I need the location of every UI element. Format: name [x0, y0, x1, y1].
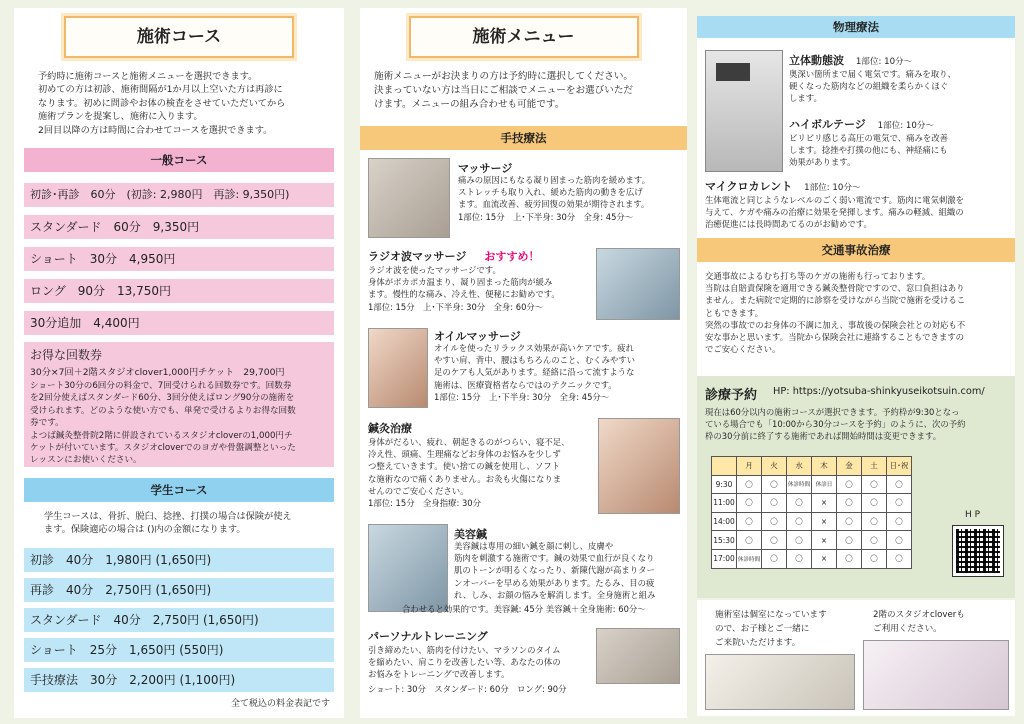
intro-line: 決まっていない方は当日にご相談でメニューをお選びいただ	[374, 85, 634, 96]
schedule-cell: 〇	[887, 531, 912, 550]
desc-line: します。	[789, 93, 822, 104]
schedule-row	[712, 494, 912, 513]
qr-code-icon[interactable]	[953, 526, 1003, 576]
desc-line: ラジオ波を使ったマッサージです。	[368, 265, 501, 275]
schedule-cell: 〇	[837, 475, 862, 494]
room-text	[715, 608, 865, 650]
schedule-row	[712, 549, 912, 568]
schedule-cell: 〇	[787, 549, 812, 568]
time-slot: 15:30	[712, 531, 737, 550]
schedule-cell: 〇	[787, 512, 812, 531]
therapy-3-name: マイクロカレント	[705, 180, 793, 193]
desc-line: 1部位: 15分 全身指療: 30分	[368, 498, 481, 509]
schedule-cell: 〇	[787, 531, 812, 550]
desc-line: ご来院いただけます。	[715, 638, 801, 648]
tax-note: 全て税込の料金表記です	[230, 699, 330, 709]
accident-desc	[705, 270, 1013, 355]
desc-line: 生体電流と同じようなレベルのごく弱い電流です。筋肉に電気刺激を	[705, 195, 964, 205]
schedule-cell: 〇	[737, 531, 762, 550]
desc-line: ている場合でも「10:00から30分コースを予約」のように、次の予約	[705, 419, 966, 430]
schedule-table	[711, 456, 912, 569]
student-row: 初診 40分 1,980円 (1,650円)	[24, 548, 334, 572]
general-row: 初診･再診 60分 (初診: 2,980円 再診: 9,350円)	[24, 183, 334, 207]
desc-line: 身体がだるい、疲れ、朝起きるのがつらい、寝不足、	[368, 437, 570, 447]
schedule-cell: ×	[812, 531, 837, 550]
intro-line: 2回目以降の方は時間に合わせてコースを選択できます。	[38, 124, 273, 136]
student-row: 再診 40分 2,750円 (1,650円)	[24, 578, 334, 602]
desc-line: れ、しみ、お顔の悩みを解消します。全身施術と組み	[454, 589, 656, 600]
schedule-row	[712, 475, 912, 494]
schedule-cell: ×	[812, 549, 837, 568]
schedule-cell: 〇	[887, 494, 912, 513]
therapy-3-title	[705, 178, 861, 194]
intro-line: けます。メニューの組み合わせも可能です。	[374, 99, 565, 110]
student-row: ショート 25分 1,650円 (550円)	[24, 638, 334, 662]
schedule-cell: 休診時間	[787, 475, 812, 494]
student-intro	[44, 510, 339, 536]
ticket-desc-line: よつば鍼灸整骨院2階に併設されているスタジオcloverの1,000円チ	[30, 430, 293, 441]
time-slot: 11:00	[712, 494, 737, 513]
ticket-box	[24, 342, 334, 467]
schedule-cell: 〇	[762, 512, 787, 531]
ticket-line: 30分×7回＋2階スタジオclover1,000円チケット 29,700円	[30, 367, 285, 378]
info-column	[697, 8, 1015, 718]
therapy-1-desc	[789, 68, 1014, 105]
desc-line: オイルを使ったリラックス効果が高いケアです。疲れ	[434, 343, 634, 353]
radio-massage-name: ラジオ波マッサージ	[368, 250, 467, 263]
intro-line: 施術プランを提案し、施術に入ります。	[38, 111, 203, 123]
beauty-acupuncture-desc	[454, 540, 686, 601]
desc-line: ので、お子様とご一緒に	[715, 624, 810, 634]
studio-text	[873, 608, 1013, 636]
acupuncture-title: 鍼灸治療	[368, 422, 412, 435]
beauty-acupuncture-photo	[368, 524, 448, 612]
day-header: 月	[737, 457, 762, 476]
time-slot: 9:30	[712, 475, 737, 494]
massage-desc	[458, 174, 686, 223]
desc-line: ません。また病院で定期的に診察を受けながら当院で施術を受けるこ	[705, 295, 966, 306]
oil-massage-photo	[368, 328, 428, 408]
desc-line: を縮めたい、肩こりを改善したい等、あなたの体の	[368, 657, 561, 668]
therapy-3-desc	[705, 194, 1013, 231]
therapy-1-name: 立体動態波	[789, 54, 844, 67]
ticket-desc-line: レッスンにお使いください。	[30, 455, 142, 466]
ticket-desc-line: 受けられます。どのような使い方でも、単発で受けるよりお得な回数	[30, 405, 296, 416]
beauty-acupuncture-times: 合わせると効果的です。美容鍼: 45分 美容鍼＋全身施術: 60分～	[402, 604, 646, 614]
course-intro	[38, 70, 338, 137]
desc-line: 美容鍼は専用の細い鍼を顔に刺し、皮膚や	[454, 541, 614, 551]
therapy-2-title	[789, 116, 934, 132]
schedule-cell: 〇	[837, 531, 862, 550]
schedule-row	[712, 531, 912, 550]
ticket-desc-line: を2回分使えばスタンダード60分、3回分使えばロング90分の施術を	[30, 393, 295, 404]
desc-line: 交通事故によるむち打ち等のケガの施術も行っております。	[705, 271, 931, 281]
schedule-cell: 〇	[762, 531, 787, 550]
intro-line: 初めての方は初診、施術間隔が1か月以上空いた方は再診に	[38, 84, 283, 96]
schedule-cell: 〇	[862, 512, 887, 531]
student-row: 手技療法 30分 2,200円 (1,100円)	[24, 668, 334, 692]
day-header: 木	[812, 457, 837, 476]
menu-column	[360, 8, 687, 718]
intro-line: 施術メニューがお決まりの方は予約時に選択してください。	[374, 71, 634, 82]
desc-line: 治癒促進には長時間あてるのがお勧めです。	[705, 219, 872, 230]
yoga-studio-photo	[863, 640, 1009, 710]
menu-title: 施術メニュー	[409, 16, 639, 58]
student-intro-line: ます。保険適応の場合は ()内の金額になります。	[44, 524, 246, 535]
therapy-machine-image	[705, 50, 783, 172]
desc-line: ビリビリ感じる高圧の電気で、痛みを改善	[789, 133, 948, 143]
radio-massage-desc	[368, 264, 598, 313]
desc-line: 肌のトーンが明るくなったり、新陳代謝が高まりター	[454, 565, 655, 576]
personal-training-desc	[368, 644, 600, 681]
desc-line: ご利用ください。	[873, 624, 942, 634]
schedule-cell: 〇	[762, 494, 787, 513]
general-row: ショート 30分 4,950円	[24, 247, 334, 271]
oil-massage-desc	[434, 342, 686, 403]
schedule-cell: 〇	[837, 494, 862, 513]
therapy-2-name: ハイボルテージ	[789, 118, 866, 131]
schedule-cell: 〇	[887, 475, 912, 494]
course-title: 施術コース	[64, 16, 294, 58]
student-intro-line: 学生コースは、骨折、脱臼、捻挫、打撲の場合は保険が使え	[44, 511, 292, 522]
desc-line: 施術室は個室になっています	[715, 610, 827, 620]
desc-line: 現在は60分以内の施術コースが選択できます。予約枠が9:30となっ	[705, 407, 960, 417]
desc-line: 痛みの原因にもなる凝り固まった筋肉を緩めます。	[458, 175, 650, 185]
schedule-cell: 〇	[737, 512, 762, 531]
desc-line: お悩みをトレーニングで改善します。	[368, 669, 510, 680]
student-row: スタンダード 40分 2,750円 (1,650円)	[24, 608, 334, 632]
time-slot: 14:00	[712, 512, 737, 531]
ticket-desc-line: ケットが付いています。スタジオcloverでのヨガや骨盤調整といった	[30, 443, 296, 454]
ticket-desc-line: ショート30分の6回分の料金で、7回受けられる回数券です。回数券	[30, 381, 292, 391]
therapy-1-time: 1部位: 10分～	[855, 57, 913, 67]
reservation-desc	[705, 406, 1011, 443]
desc-line: 筋肉を刺激する施術です。鍼の効果で血行が良くなり	[454, 553, 655, 564]
reservation-panel	[697, 376, 1015, 598]
desc-line: 施術は、医療資格者ならではのテクニックです。	[434, 379, 617, 390]
desc-line: ます。血流改善、疲労回復の効果が期待されます。	[458, 199, 650, 210]
radio-massage-title	[368, 248, 539, 264]
homepage-url-link[interactable]: HP: https://yotsuba-shinkyuseikotsuin.com/	[773, 386, 985, 397]
acupuncture-photo	[598, 418, 680, 514]
schedule-cell: 〇	[762, 475, 787, 494]
massage-title: マッサージ	[458, 162, 513, 175]
general-row: スタンダード 60分 9,350円	[24, 215, 334, 239]
schedule-cell: 休診日	[812, 475, 837, 494]
desc-line: 与えて、ケガや痛みの治療に効果を発揮します。痛みの軽減、組織の	[705, 207, 964, 218]
desc-line: ます。慢性的な痛み、冷え性、便秘にお勧めです。	[368, 289, 560, 300]
schedule-cell: 〇	[862, 531, 887, 550]
desc-line: 足のケアも人気があります。経絡に沿って流すような	[434, 367, 635, 378]
treatment-room-photo	[705, 654, 855, 710]
schedule-cell: 〇	[862, 549, 887, 568]
schedule-row	[712, 512, 912, 531]
desc-line: 冷え性、頭痛、生理痛などお身体のお悩みを少しず	[368, 449, 561, 460]
schedule-cell: 休診時間	[737, 549, 762, 568]
desc-line: つ整えていきます。使い捨ての鍼を使用し、ソフト	[368, 461, 560, 472]
personal-training-times: ショート: 30分 スタンダード: 60分 ロング: 90分	[368, 684, 567, 694]
menu-intro	[374, 70, 679, 112]
general-course-header: 一般コース	[24, 148, 334, 172]
therapy-2-desc	[789, 132, 1014, 169]
schedule-corner	[712, 457, 737, 476]
therapy-3-time: 1部位: 10分～	[804, 183, 861, 193]
schedule-cell: 〇	[737, 494, 762, 513]
schedule-cell: 〇	[837, 549, 862, 568]
personal-training-title: パーソナルトレーニング	[368, 630, 488, 643]
desc-line: 安な事かと思います。当院から保険会社に連絡することもできますの	[705, 332, 964, 343]
day-header: 火	[762, 457, 787, 476]
schedule-cell: ×	[812, 512, 837, 531]
desc-line: 突然の事故でのお身体の不調に加え、事故後の保険会社との対応も不	[705, 319, 966, 330]
desc-line: ンオーバーを早める効果があります。たるみ、目の疲	[454, 577, 655, 588]
radio-massage-photo	[596, 248, 680, 320]
intro-line: なります。初めに問診やお体の検査をさせていただいてから	[38, 97, 286, 109]
acupuncture-desc	[368, 436, 598, 509]
desc-line: 1部位: 15分 上･下半身: 30分 全身: 60分～	[368, 301, 544, 312]
beauty-acupuncture-title: 美容鍼	[454, 528, 487, 541]
desc-line: な施術なので痛くありません。お灸も火傷になりま	[368, 473, 562, 484]
reservation-title: 診療予約	[705, 388, 758, 403]
course-panel	[14, 8, 344, 718]
desc-line: 引き締めたい、筋肉を付けたい、マラソンのタイム	[368, 645, 561, 655]
manual-therapy-header: 手技療法	[360, 126, 687, 150]
desc-line: 1部位: 15分 上･下半身: 30分 全身: 45分～	[458, 211, 634, 222]
schedule-header-row	[712, 457, 912, 476]
time-slot: 17:00	[712, 549, 737, 568]
machine-screen	[716, 63, 750, 81]
desc-line: 当院は自賠責保険を適用できる鍼灸整骨院ですので、窓口負担はあり	[705, 283, 965, 294]
personal-training-photo	[596, 628, 680, 684]
recommend-badge: おすすめ！	[484, 250, 540, 263]
schedule-cell: 〇	[862, 475, 887, 494]
desc-line: でご安心ください。	[705, 344, 781, 355]
schedule-cell: 〇	[837, 512, 862, 531]
oil-massage-title: オイルマッサージ	[434, 330, 521, 343]
desc-line: 枠の30分前に終了する施術であれば開始時間は変更できます。	[705, 431, 942, 442]
schedule-cell: 〇	[762, 549, 787, 568]
accident-header: 交通事故治療	[697, 238, 1015, 262]
general-row: 30分追加 4,400円	[24, 311, 334, 335]
day-header: 土	[862, 457, 887, 476]
schedule-cell: 〇	[737, 475, 762, 494]
day-header: 水	[787, 457, 812, 476]
menu-panel	[360, 8, 687, 718]
desc-line: ストレッチも取り入れ、緩めた筋肉の動きを広げ	[458, 187, 643, 198]
desc-line: 効果があります。	[789, 157, 856, 168]
intro-line: 予約時に施術コースと施術メニューを選択できます。	[38, 71, 258, 82]
desc-line: やすい肩、背中、腰はもちろんのこと、むくみやすい	[434, 355, 635, 366]
desc-line: します。捻挫や打撲の他にも、神経痛にも	[789, 145, 948, 156]
general-row: ロング 90分 13,750円	[24, 279, 334, 303]
desc-line: 身体がポカポカ温まり、凝り固まった筋肉が緩み	[368, 277, 553, 288]
hp-label: H P	[965, 510, 981, 520]
schedule-cell: 〇	[887, 512, 912, 531]
desc-line: せんのでご安心ください。	[368, 485, 469, 496]
day-header: 日･祝	[887, 457, 912, 476]
schedule-cell: 〇	[887, 549, 912, 568]
therapy-1-title	[789, 52, 912, 68]
desc-line: ともできます。	[705, 307, 763, 318]
ticket-desc-line: 券です。	[30, 418, 64, 429]
schedule-cell: 〇	[862, 494, 887, 513]
desc-line: 硬くなった筋肉などの組織を柔らかくほぐ	[789, 81, 949, 92]
schedule-cell: ×	[812, 494, 837, 513]
therapy-2-time: 1部位: 10分～	[877, 121, 935, 131]
ticket-desc	[30, 380, 335, 467]
course-column	[14, 8, 344, 718]
desc-line: 1部位: 15分 上･下半身: 30分 全身: 45分～	[434, 391, 610, 402]
physio-header: 物理療法	[697, 16, 1015, 38]
physio-panel	[697, 16, 1015, 376]
ticket-title: お得な回数券	[30, 348, 103, 362]
schedule-cell: 〇	[787, 494, 812, 513]
desc-line: 奥深い箇所まで届く電気です。痛みを取り、	[789, 69, 956, 79]
massage-photo	[368, 158, 450, 238]
facility-panel	[697, 600, 1015, 716]
day-header: 金	[837, 457, 862, 476]
desc-line: 2階のスタジオcloverも	[873, 610, 965, 620]
student-course-header: 学生コース	[24, 478, 334, 502]
